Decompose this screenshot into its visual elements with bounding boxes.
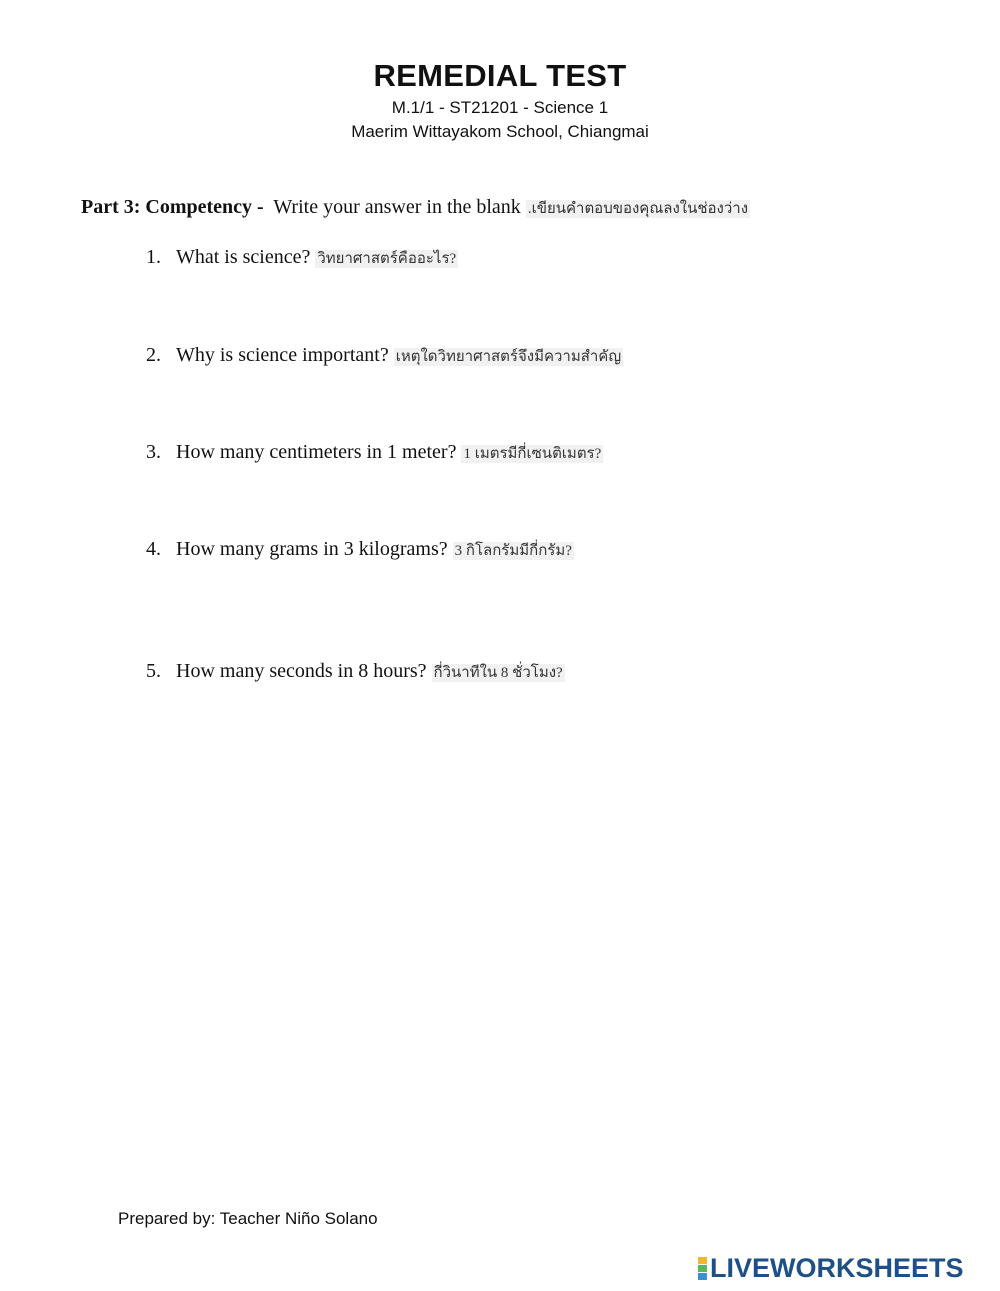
prepared-by: Prepared by: Teacher Niño Solano (118, 1209, 378, 1228)
part-heading (81, 196, 750, 220)
page-title: REMEDIAL TEST (373, 58, 627, 93)
part-instruction-thai: .เขียนคำตอบของคุณลงในช่องว่าง (527, 201, 749, 217)
question-number: 5. (146, 660, 161, 682)
part-label: Part 3: Competency - (81, 196, 264, 218)
liveworksheets-logo (698, 1253, 964, 1283)
question-text: What is science? (176, 246, 311, 268)
question-thai: วิทยาศาสตร์คืออะไร? (317, 251, 457, 267)
question-thai: เหตุใดวิทยาศาสตร์จึงมีความสำคัญ (395, 349, 622, 365)
question-thai: 1 เมตรมีกี่เซนติเมตร? (463, 446, 602, 462)
question-item (146, 344, 623, 368)
part-instruction: Write your answer in the blank (273, 196, 521, 218)
logo-blocks-icon (698, 1257, 707, 1280)
question-number: 3. (146, 441, 161, 463)
question-text: How many grams in 3 kilograms? (176, 538, 448, 560)
worksheet-header (0, 56, 1000, 144)
question-text: How many centimeters in 1 meter? (176, 441, 457, 463)
question-item (146, 246, 458, 270)
question-thai: 3 กิโลกรัมมีกี่กรัม? (454, 543, 572, 559)
course-line: M.1/1 - ST21201 - Science 1 (391, 98, 609, 117)
question-text: How many seconds in 8 hours? (176, 660, 427, 682)
question-item (146, 538, 574, 562)
question-thai: กี่วินาทีใน 8 ชั่วโมง? (433, 665, 563, 681)
question-number: 4. (146, 538, 161, 560)
question-item (146, 441, 603, 465)
question-number: 2. (146, 344, 161, 366)
brand-name: LIVEWORKSHEETS (710, 1253, 964, 1283)
question-item (146, 660, 565, 684)
school-line: Maerim Wittayakom School, Chiangmai (351, 122, 649, 141)
question-text: Why is science important? (176, 344, 389, 366)
question-number: 1. (146, 246, 161, 268)
